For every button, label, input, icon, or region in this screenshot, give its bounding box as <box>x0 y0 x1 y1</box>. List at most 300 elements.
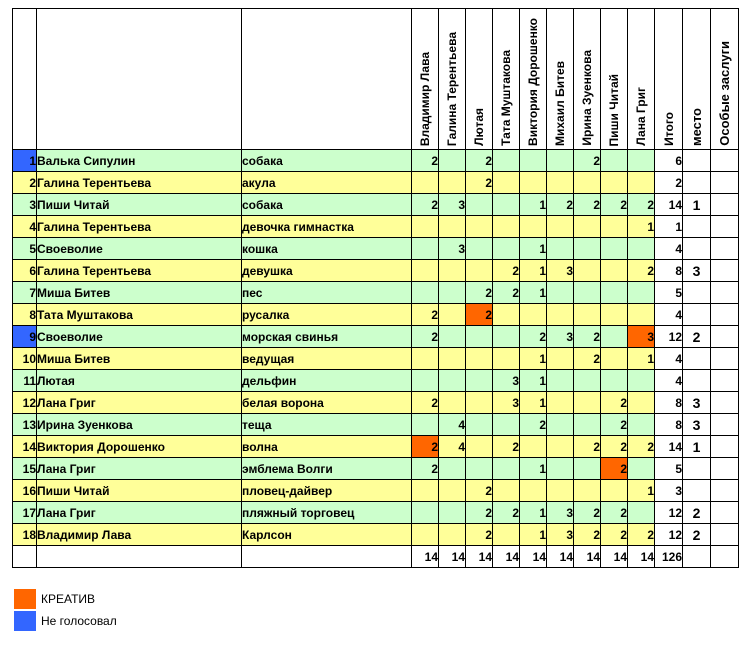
vote-cell <box>601 260 628 282</box>
entry-title: Карлсон <box>242 524 412 546</box>
row-place <box>683 282 711 304</box>
vote-cell <box>493 194 520 216</box>
header-voter-2: Лютая <box>466 9 493 150</box>
grand-total: 126 <box>655 546 683 568</box>
row-number: 5 <box>13 238 37 260</box>
vote-cell <box>547 172 574 194</box>
vote-cell <box>601 370 628 392</box>
row-number: 13 <box>13 414 37 436</box>
table-row <box>13 348 739 370</box>
entry-title: акула <box>242 172 412 194</box>
vote-cell <box>493 238 520 260</box>
vote-cell: 3 <box>439 238 466 260</box>
vote-cell: 2 <box>466 304 493 326</box>
row-number: 16 <box>13 480 37 502</box>
author-name: Галина Терентьева <box>37 216 242 238</box>
legend-novote-label: Не голосовал <box>41 614 117 628</box>
vote-cell <box>547 216 574 238</box>
vote-cell <box>439 392 466 414</box>
vote-cell <box>601 480 628 502</box>
sum-cell: 14 <box>493 546 520 568</box>
entry-title: пляжный торговец <box>242 502 412 524</box>
vote-cell <box>628 304 655 326</box>
vote-cell <box>628 370 655 392</box>
row-place <box>683 348 711 370</box>
vote-cell: 2 <box>574 194 601 216</box>
header-voter-0: Владимир Лава <box>412 9 439 150</box>
novote-swatch <box>14 611 36 631</box>
row-number: 3 <box>13 194 37 216</box>
row-total: 8 <box>655 392 683 414</box>
vote-cell: 2 <box>601 414 628 436</box>
row-place <box>683 370 711 392</box>
entry-title: кошка <box>242 238 412 260</box>
vote-cell <box>466 216 493 238</box>
row-total: 2 <box>655 172 683 194</box>
vote-cell: 1 <box>520 524 547 546</box>
row-total: 14 <box>655 436 683 458</box>
vote-cell: 2 <box>520 414 547 436</box>
vote-cell: 4 <box>439 436 466 458</box>
row-place: 2 <box>683 502 711 524</box>
vote-cell <box>628 458 655 480</box>
sum-cell: 14 <box>439 546 466 568</box>
vote-cell: 2 <box>601 524 628 546</box>
sum-empty <box>37 546 242 568</box>
row-total: 3 <box>655 480 683 502</box>
author-name: Тата Муштакова <box>37 304 242 326</box>
vote-cell: 2 <box>493 502 520 524</box>
vote-cell <box>574 414 601 436</box>
table-row <box>13 150 739 172</box>
row-extra <box>711 480 739 502</box>
table-row <box>13 370 739 392</box>
vote-cell: 2 <box>601 436 628 458</box>
vote-cell <box>493 326 520 348</box>
vote-cell <box>493 480 520 502</box>
author-name: Виктория Дорошенко <box>37 436 242 458</box>
row-extra <box>711 150 739 172</box>
vote-cell <box>439 480 466 502</box>
vote-cell <box>628 172 655 194</box>
vote-cell <box>574 458 601 480</box>
vote-cell <box>601 216 628 238</box>
table-row <box>13 414 739 436</box>
entry-title: теща <box>242 414 412 436</box>
vote-cell <box>601 304 628 326</box>
vote-cell <box>574 304 601 326</box>
vote-cell: 2 <box>412 150 439 172</box>
vote-cell <box>547 150 574 172</box>
author-name: Лана Григ <box>37 392 242 414</box>
row-number: 11 <box>13 370 37 392</box>
vote-cell: 1 <box>520 458 547 480</box>
vote-cell: 1 <box>520 282 547 304</box>
row-number: 9 <box>13 326 37 348</box>
sum-cell: 14 <box>601 546 628 568</box>
row-total: 4 <box>655 348 683 370</box>
table-row <box>13 172 739 194</box>
vote-cell: 2 <box>412 326 439 348</box>
vote-cell <box>412 370 439 392</box>
row-number: 14 <box>13 436 37 458</box>
author-name: Лана Григ <box>37 502 242 524</box>
row-extra <box>711 282 739 304</box>
row-place: 3 <box>683 392 711 414</box>
vote-cell <box>547 348 574 370</box>
row-extra <box>711 458 739 480</box>
sum-empty <box>683 546 711 568</box>
vote-cell <box>520 304 547 326</box>
vote-cell <box>520 480 547 502</box>
sum-cell: 14 <box>574 546 601 568</box>
vote-cell <box>628 414 655 436</box>
row-number: 8 <box>13 304 37 326</box>
header-voter-4: Виктория Дорошенко <box>520 9 547 150</box>
sum-cell: 14 <box>412 546 439 568</box>
header-author <box>37 9 242 150</box>
vote-cell: 2 <box>628 194 655 216</box>
header-number <box>13 9 37 150</box>
table-row <box>13 194 739 216</box>
vote-cell <box>466 260 493 282</box>
vote-cell <box>439 216 466 238</box>
entry-title: волна <box>242 436 412 458</box>
vote-cell <box>547 304 574 326</box>
row-place <box>683 458 711 480</box>
vote-cell <box>628 150 655 172</box>
row-total: 5 <box>655 282 683 304</box>
table-row <box>13 480 739 502</box>
vote-cell <box>412 414 439 436</box>
entry-title: девушка <box>242 260 412 282</box>
row-number: 1 <box>13 150 37 172</box>
table-row <box>13 502 739 524</box>
vote-cell <box>412 172 439 194</box>
row-total: 12 <box>655 502 683 524</box>
row-extra <box>711 348 739 370</box>
table-row <box>13 304 739 326</box>
author-name: Лана Григ <box>37 458 242 480</box>
vote-cell <box>493 172 520 194</box>
vote-cell <box>574 392 601 414</box>
row-number: 18 <box>13 524 37 546</box>
author-name: Валька Сипулин <box>37 150 242 172</box>
row-extra <box>711 524 739 546</box>
table-row <box>13 392 739 414</box>
vote-cell <box>547 480 574 502</box>
entry-title: эмблема Волги <box>242 458 412 480</box>
vote-cell <box>493 458 520 480</box>
vote-cell: 1 <box>520 370 547 392</box>
header-voter-8: Лана Григ <box>628 9 655 150</box>
vote-cell <box>547 414 574 436</box>
vote-cell: 1 <box>628 216 655 238</box>
row-total: 4 <box>655 370 683 392</box>
vote-cell <box>601 150 628 172</box>
row-extra <box>711 370 739 392</box>
row-total: 8 <box>655 414 683 436</box>
vote-cell: 2 <box>466 150 493 172</box>
vote-cell <box>547 282 574 304</box>
vote-cell <box>547 392 574 414</box>
vote-cell <box>547 370 574 392</box>
row-place <box>683 480 711 502</box>
vote-cell <box>439 326 466 348</box>
row-total: 5 <box>655 458 683 480</box>
entry-title: ведущая <box>242 348 412 370</box>
vote-cell <box>601 238 628 260</box>
results-body <box>13 150 739 546</box>
vote-cell <box>466 370 493 392</box>
vote-cell: 2 <box>547 194 574 216</box>
vote-cell <box>520 150 547 172</box>
row-extra <box>711 260 739 282</box>
author-name: Владимир Лава <box>37 524 242 546</box>
vote-cell <box>466 458 493 480</box>
row-extra <box>711 238 739 260</box>
header-extra: Особые заслуги <box>711 9 739 150</box>
author-name: Пиши Читай <box>37 480 242 502</box>
vote-cell <box>520 436 547 458</box>
vote-cell: 3 <box>493 392 520 414</box>
row-total: 4 <box>655 304 683 326</box>
row-total: 12 <box>655 326 683 348</box>
vote-cell: 2 <box>601 502 628 524</box>
vote-cell: 2 <box>628 524 655 546</box>
vote-cell <box>412 216 439 238</box>
header-place: место <box>683 9 711 150</box>
row-extra <box>711 172 739 194</box>
entry-title: русалка <box>242 304 412 326</box>
row-place <box>683 238 711 260</box>
sum-cell: 14 <box>520 546 547 568</box>
vote-cell <box>466 326 493 348</box>
row-extra <box>711 216 739 238</box>
vote-cell <box>412 502 439 524</box>
row-place: 2 <box>683 326 711 348</box>
vote-cell <box>547 436 574 458</box>
author-name: Галина Терентьева <box>37 172 242 194</box>
row-extra <box>711 436 739 458</box>
vote-cell: 1 <box>520 194 547 216</box>
vote-cell <box>574 480 601 502</box>
author-name: Своеволие <box>37 326 242 348</box>
vote-cell: 2 <box>493 282 520 304</box>
vote-cell <box>412 260 439 282</box>
vote-cell <box>574 260 601 282</box>
vote-cell: 2 <box>493 436 520 458</box>
row-total: 1 <box>655 216 683 238</box>
vote-cell: 2 <box>574 524 601 546</box>
row-number: 10 <box>13 348 37 370</box>
vote-cell <box>439 458 466 480</box>
vote-cell: 3 <box>547 502 574 524</box>
row-place: 2 <box>683 524 711 546</box>
header-entry <box>242 9 412 150</box>
vote-cell <box>601 348 628 370</box>
entry-title: девочка гимнастка <box>242 216 412 238</box>
row-total: 6 <box>655 150 683 172</box>
header-voter-6: Ирина Зуенкова <box>574 9 601 150</box>
vote-cell: 2 <box>412 194 439 216</box>
row-total: 12 <box>655 524 683 546</box>
row-extra <box>711 194 739 216</box>
vote-cell: 2 <box>574 502 601 524</box>
vote-cell <box>628 502 655 524</box>
header-voter-3: Тата Муштакова <box>493 9 520 150</box>
vote-cell: 1 <box>520 392 547 414</box>
vote-cell: 1 <box>520 502 547 524</box>
sum-cell: 14 <box>547 546 574 568</box>
table-row <box>13 436 739 458</box>
vote-cell <box>466 436 493 458</box>
row-extra <box>711 414 739 436</box>
row-extra <box>711 326 739 348</box>
author-name: Миша Битев <box>37 348 242 370</box>
table-row <box>13 260 739 282</box>
row-place <box>683 150 711 172</box>
row-place: 3 <box>683 260 711 282</box>
vote-cell: 1 <box>628 480 655 502</box>
vote-cell: 3 <box>628 326 655 348</box>
vote-cell <box>574 216 601 238</box>
sum-empty <box>711 546 739 568</box>
vote-cell: 2 <box>412 458 439 480</box>
row-number: 12 <box>13 392 37 414</box>
vote-cell: 2 <box>466 524 493 546</box>
vote-cell <box>439 348 466 370</box>
vote-cell: 2 <box>466 172 493 194</box>
header-voter-7: Пиши Читай <box>601 9 628 150</box>
vote-cell: 2 <box>601 194 628 216</box>
row-place: 1 <box>683 194 711 216</box>
vote-cell: 2 <box>520 326 547 348</box>
vote-cell <box>412 238 439 260</box>
vote-cell: 2 <box>574 150 601 172</box>
vote-cell <box>547 458 574 480</box>
vote-cell <box>466 348 493 370</box>
vote-cell <box>466 238 493 260</box>
entry-title: пловец-дайвер <box>242 480 412 502</box>
vote-cell <box>628 238 655 260</box>
vote-cell: 2 <box>574 436 601 458</box>
vote-cell <box>574 238 601 260</box>
author-name: Ирина Зуенкова <box>37 414 242 436</box>
vote-cell: 2 <box>466 282 493 304</box>
legend-creative-label: КРЕАТИВ <box>41 592 96 606</box>
author-name: Пиши Читай <box>37 194 242 216</box>
header-total: Итого <box>655 9 683 150</box>
vote-cell: 3 <box>547 326 574 348</box>
vote-cell <box>520 216 547 238</box>
table-row <box>13 524 739 546</box>
vote-cell: 2 <box>493 260 520 282</box>
vote-cell <box>493 348 520 370</box>
row-number: 4 <box>13 216 37 238</box>
sum-empty <box>242 546 412 568</box>
vote-cell: 2 <box>466 502 493 524</box>
vote-cell: 3 <box>547 524 574 546</box>
vote-cell <box>439 150 466 172</box>
table-row <box>13 216 739 238</box>
table-row <box>13 326 739 348</box>
entry-title: пес <box>242 282 412 304</box>
row-extra <box>711 392 739 414</box>
table-row <box>13 458 739 480</box>
vote-cell <box>574 282 601 304</box>
vote-cell <box>439 370 466 392</box>
vote-cell: 3 <box>439 194 466 216</box>
vote-cell <box>601 172 628 194</box>
row-place: 1 <box>683 436 711 458</box>
row-number: 7 <box>13 282 37 304</box>
vote-cell <box>520 172 547 194</box>
vote-cell: 1 <box>628 348 655 370</box>
vote-cell <box>493 414 520 436</box>
vote-cell: 2 <box>466 480 493 502</box>
row-number: 17 <box>13 502 37 524</box>
sum-cell: 14 <box>628 546 655 568</box>
vote-cell <box>439 304 466 326</box>
vote-cell: 2 <box>412 436 439 458</box>
results-table <box>12 8 739 568</box>
vote-cell: 2 <box>628 436 655 458</box>
vote-cell <box>439 524 466 546</box>
sum-empty <box>13 546 37 568</box>
row-number: 15 <box>13 458 37 480</box>
author-name: Своеволие <box>37 238 242 260</box>
entry-title: морская свинья <box>242 326 412 348</box>
vote-cell <box>439 502 466 524</box>
vote-cell <box>412 348 439 370</box>
vote-cell: 2 <box>412 392 439 414</box>
vote-cell <box>412 480 439 502</box>
vote-cell <box>466 392 493 414</box>
vote-cell: 3 <box>547 260 574 282</box>
vote-cell: 2 <box>412 304 439 326</box>
vote-cell: 2 <box>601 392 628 414</box>
author-name: Лютая <box>37 370 242 392</box>
row-place <box>683 172 711 194</box>
row-number: 6 <box>13 260 37 282</box>
entry-title: дельфин <box>242 370 412 392</box>
vote-cell: 2 <box>628 260 655 282</box>
header-voter-5: Михаил Битев <box>547 9 574 150</box>
author-name: Галина Терентьева <box>37 260 242 282</box>
author-name: Миша Битев <box>37 282 242 304</box>
entry-title: белая ворона <box>242 392 412 414</box>
row-place <box>683 304 711 326</box>
vote-cell <box>466 194 493 216</box>
vote-cell <box>493 216 520 238</box>
vote-cell: 1 <box>520 348 547 370</box>
header-row <box>13 9 739 150</box>
row-extra <box>711 502 739 524</box>
vote-cell <box>493 304 520 326</box>
vote-cell <box>439 260 466 282</box>
entry-title: собака <box>242 194 412 216</box>
row-extra <box>711 304 739 326</box>
vote-cell <box>412 524 439 546</box>
vote-cell <box>466 414 493 436</box>
table-row <box>13 282 739 304</box>
sum-cell: 14 <box>466 546 493 568</box>
row-place: 3 <box>683 414 711 436</box>
vote-cell <box>547 238 574 260</box>
row-total: 8 <box>655 260 683 282</box>
vote-cell <box>439 282 466 304</box>
